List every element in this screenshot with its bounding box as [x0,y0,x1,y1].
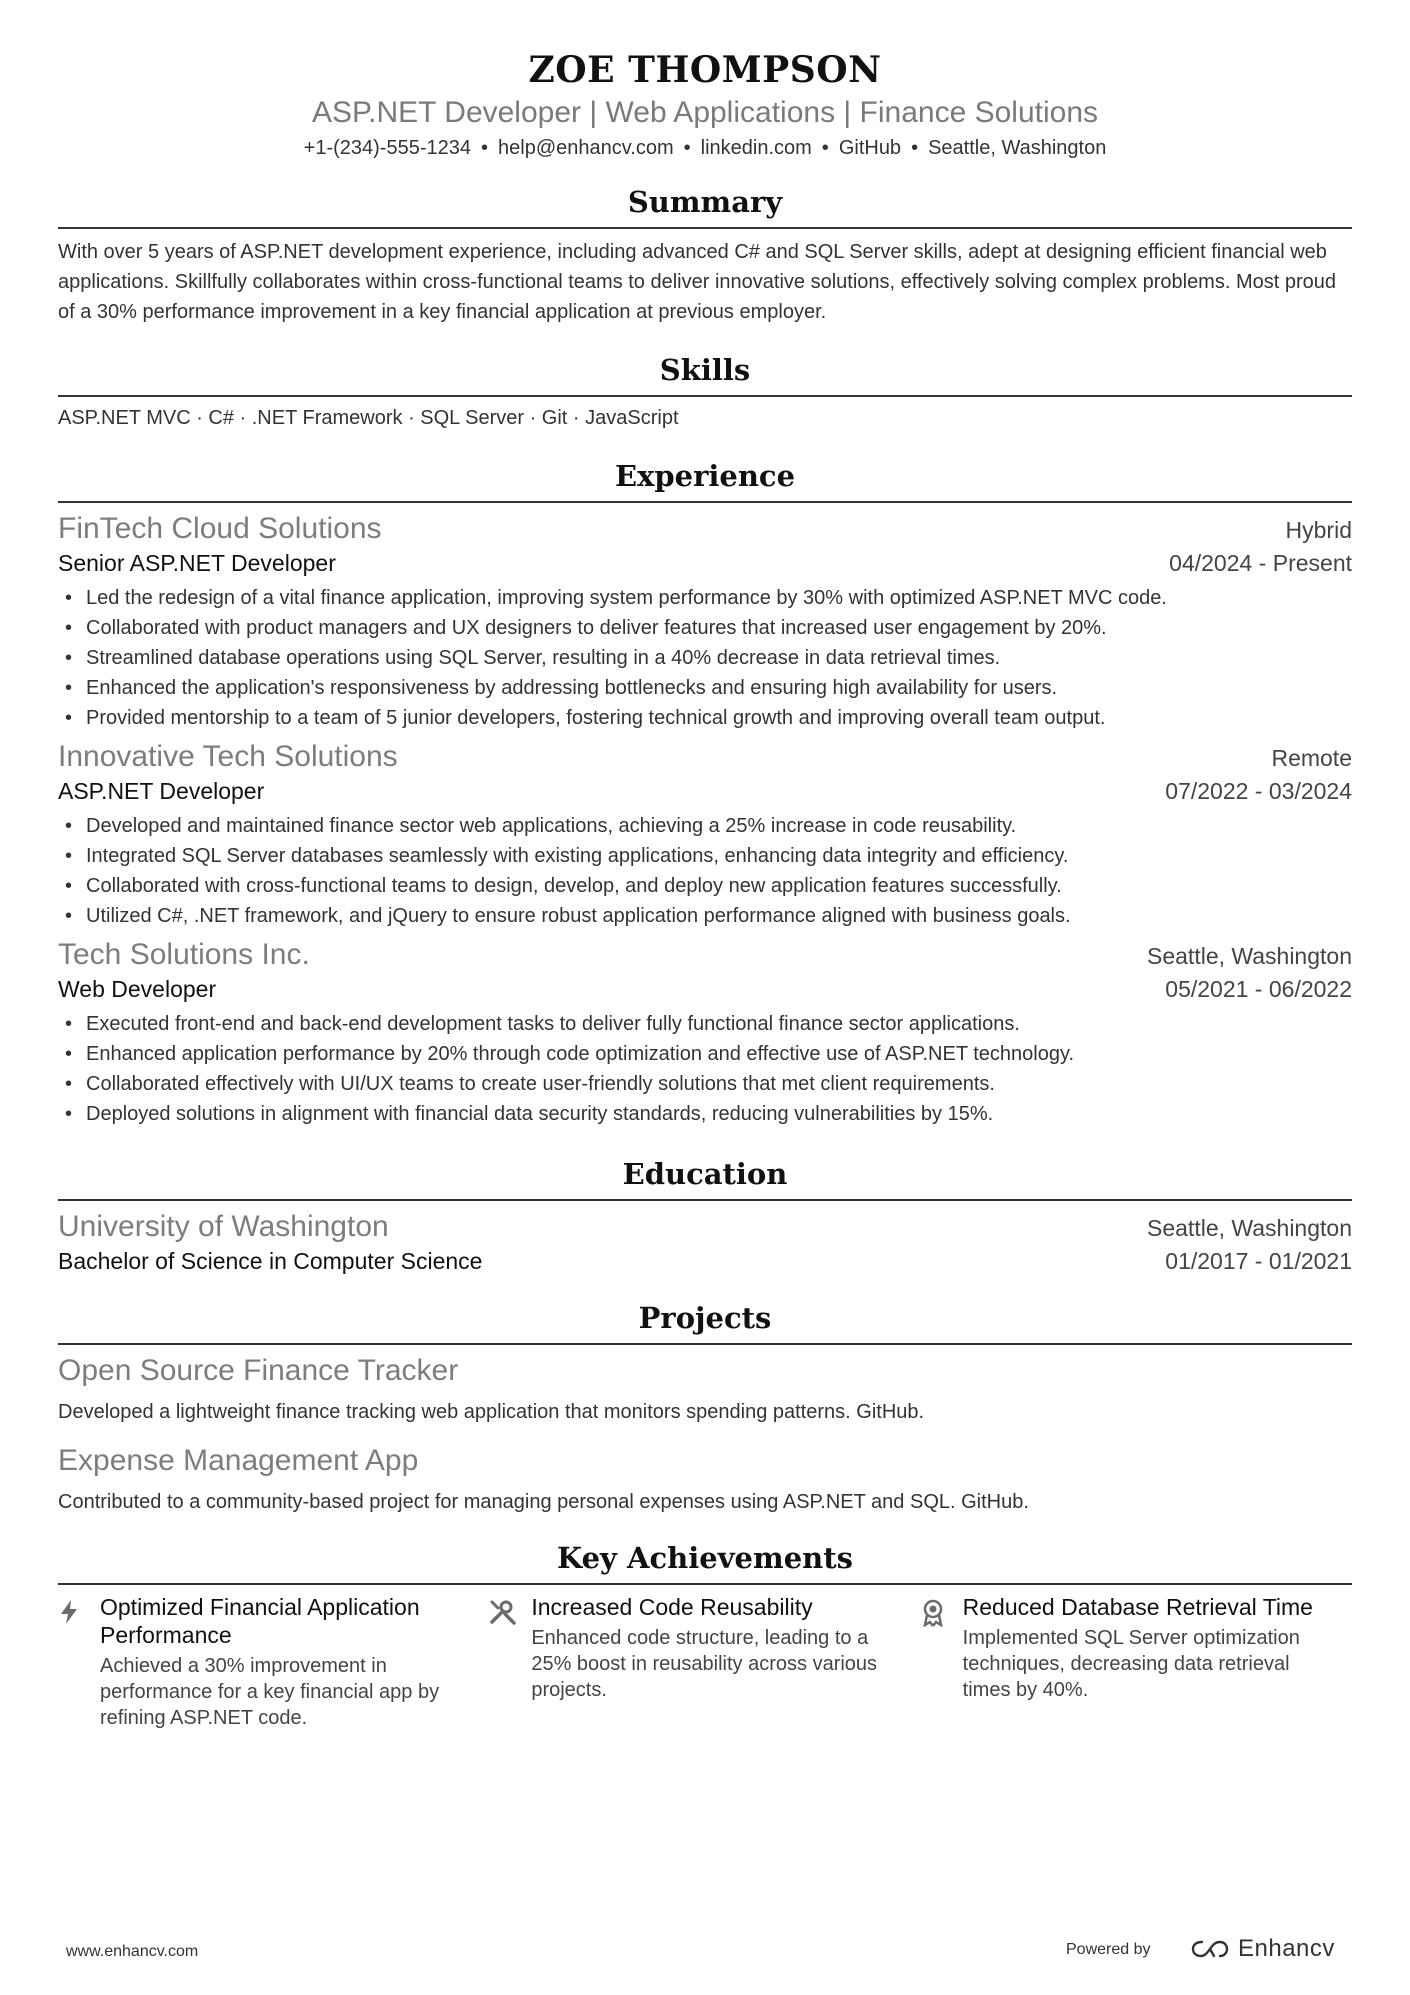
job-location: Remote [1271,745,1352,771]
summary-text: With over 5 years of ASP.NET development experience, including advanced C# and SQL Server skills, adept at designing efficient financial web applications. Skillfully collaborates within cross-functional teams to deliver innovative solutions, effectively solving complex problems. Most proud of a 30% performance improvement in a key financial application at previous employer. [58,241,1337,323]
achievements-row [58,1593,1352,1731]
bullet-item: • Enhanced application performance by 20% through code optimization and effective use of ASP.NET technology. [58,1039,1352,1069]
job-dates: 05/2021 - 06/2022 [1165,976,1352,1002]
education-header [58,1209,1352,1245]
achievement-item [921,1593,1352,1731]
skills-list: ASP.NET MVC · C# · .NET Framework · SQL Server · Git · JavaScript [58,407,679,429]
company-name: FinTech Cloud Solutions [58,512,382,545]
job-subheader [58,775,1352,807]
job-header [58,511,1352,547]
bullet-item: • Integrated SQL Server databases seamlessly with existing applications, enhancing data integrity and efficiency. [58,841,1352,871]
enhancv-logo-icon [1190,1938,1230,1960]
job-subheader [58,973,1352,1005]
section-title-education: Education [622,1157,788,1191]
job-entry [58,739,1352,931]
education-dates: 01/2017 - 01/2021 [1165,1248,1352,1274]
project-name: Open Source Finance Tracker [58,1354,459,1387]
linkedin-link[interactable]: linkedin.com [700,137,812,159]
page-footer [0,1935,1410,1965]
project-entry [58,1443,1352,1517]
job-title: Web Developer [58,976,217,1002]
enhancv-logo[interactable] [1190,1935,1335,1963]
section-divider [58,1343,1352,1345]
brand-name: Enhancv [1238,1935,1335,1962]
job-dates: 04/2024 - Present [1169,550,1352,576]
school-location: Seattle, Washington [1147,1215,1352,1241]
achievement-description: Enhanced code structure, leading to a 25% boost in reusability across various projects. [531,1627,878,1701]
award-medal-icon [921,1593,963,1731]
bullet-item: • Developed and maintained finance sector web applications, achieving a 25% increase in code reusability. [58,811,1352,841]
section-title-experience: Experience [614,459,796,493]
job-bullets [58,583,1352,733]
separator: • [911,137,919,159]
resume-page [58,0,1352,1731]
education-section [58,1155,1352,1277]
resume-header [58,0,1352,162]
job-bullets [58,811,1352,931]
job-location: Seattle, Washington [1147,943,1352,969]
achievements-section [58,1539,1352,1731]
projects-section [58,1299,1352,1517]
project-description: Contributed to a community-based project for managing personal expenses using ASP.NET and SQL. GitHub. [58,1491,1029,1513]
github-link[interactable]: GitHub [838,137,902,159]
project-description: Developed a lightweight finance tracking web application that monitors spending patterns. GitHub. [58,1401,925,1423]
degree: Bachelor of Science in Computer Science [58,1248,483,1274]
project-name: Expense Management App [58,1444,419,1477]
section-title-summary: Summary [627,185,783,219]
skills-section [58,351,1352,433]
separator: • [683,137,691,159]
bullet-item: • Collaborated with cross-functional teams to design, develop, and deploy new application features successfully. [58,871,1352,901]
phone: +1-(234)-555-1234 [303,137,471,159]
section-title-projects: Projects [638,1301,772,1335]
bullet-item: • Led the redesign of a vital finance application, improving system performance by 30% with optimized ASP.NET MVC code. [58,583,1352,613]
achievement-item [489,1593,920,1731]
email-link[interactable]: help@enhancv.com [498,137,674,159]
location: Seattle, Washington [928,137,1107,159]
section-divider [58,501,1352,503]
job-entry [58,511,1352,733]
section-divider [58,227,1352,229]
achievement-title: Increased Code Reusability [531,1594,813,1620]
powered-by-label: Powered by [1066,1941,1151,1958]
education-entry [58,1209,1352,1277]
job-header [58,739,1352,775]
summary-section [58,183,1352,327]
separator: • [821,137,829,159]
bullet-item: • Streamlined database operations using SQL Server, resulting in a 40% decrease in data retrieval times. [58,643,1352,673]
contact-line [58,134,1352,162]
achievement-title: Optimized Financial Application Performance [100,1594,420,1648]
lightning-bolt-icon [58,1593,100,1731]
experience-section [58,457,1352,1129]
bullet-item: • Collaborated with product managers and UX designers to deliver features that increased user engagement by 20%. [58,613,1352,643]
separator: • [481,137,489,159]
job-title: ASP.NET Developer [58,778,265,804]
candidate-name: ZOE THOMPSON [528,49,882,91]
school-name: University of Washington [58,1210,389,1243]
education-subheader [58,1245,1352,1277]
job-bullets [58,1009,1352,1129]
bullet-item: • Utilized C#, .NET framework, and jQuery to ensure robust application performance aligned with business goals. [58,901,1352,931]
job-title: Senior ASP.NET Developer [58,550,336,576]
tools-icon [489,1593,531,1731]
bullet-item: • Collaborated effectively with UI/UX teams to create user-friendly solutions that met client requirements. [58,1069,1352,1099]
bullet-item: • Deployed solutions in alignment with financial data security standards, reducing vulnerabilities by 15%. [58,1099,1352,1129]
achievement-description: Achieved a 30% improvement in performance for a key financial app by refining ASP.NET code. [100,1655,440,1729]
company-name: Innovative Tech Solutions [58,740,398,773]
company-name: Tech Solutions Inc. [58,938,310,971]
bullet-item: • Provided mentorship to a team of 5 junior developers, fostering technical growth and improving overall team output. [58,703,1352,733]
job-location: Hybrid [1285,517,1352,543]
bullet-item: • Enhanced the application's responsiveness by addressing bottlenecks and ensuring high availability for users. [58,673,1352,703]
section-title-achievements: Key Achievements [557,1541,853,1575]
job-subheader [58,547,1352,579]
job-entry [58,937,1352,1129]
section-divider [58,1583,1352,1585]
section-divider [58,1199,1352,1201]
website-link[interactable]: www.enhancv.com [66,1943,199,1960]
candidate-headline: ASP.NET Developer | Web Applications | Finance Solutions [311,96,1099,129]
achievement-description: Implemented SQL Server optimization techniques, decreasing data retrieval times by 40%. [962,1627,1300,1701]
section-divider [58,395,1352,397]
bullet-item: • Executed front-end and back-end development tasks to deliver fully functional finance sector applications. [58,1009,1352,1039]
achievement-item [58,1593,489,1731]
project-entry [58,1353,1352,1427]
job-header [58,937,1352,973]
job-dates: 07/2022 - 03/2024 [1165,778,1352,804]
section-title-skills: Skills [659,353,751,387]
achievement-title: Reduced Database Retrieval Time [962,1594,1313,1620]
